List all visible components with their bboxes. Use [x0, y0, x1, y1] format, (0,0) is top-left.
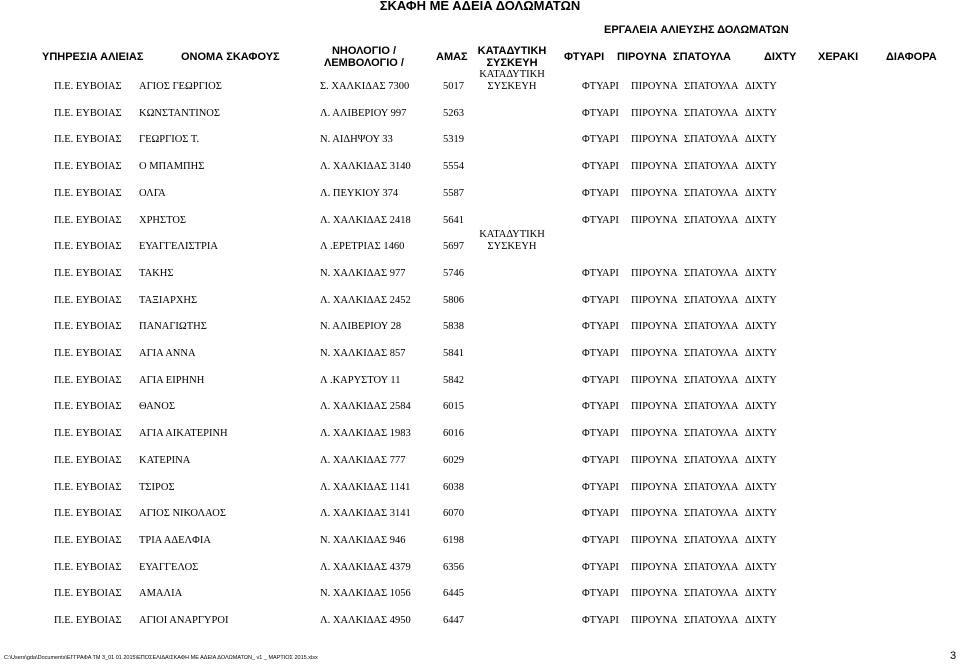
vessel-name-cell: ΑΓΙΟΣ ΝΙΚΟΛΑΟΣ — [139, 508, 226, 519]
tool-spatoula-cell: ΣΠΑΤΟΥΛΑ — [684, 268, 739, 279]
vessel-name-cell: ΑΓΙΟΙ ΑΝΑΡΓΥΡΟΙ — [139, 615, 229, 626]
tool-ftyari-cell: ΦΤΥΑΡΙ — [582, 588, 619, 599]
tool-spatoula-cell: ΣΠΑΤΟΥΛΑ — [684, 535, 739, 546]
vessel-name-cell: ΤΑΞΙΑΡΧΗΣ — [139, 295, 198, 306]
service-cell: Π.Ε. ΕΥΒΟΙΑΣ — [54, 508, 122, 519]
tool-spatoula-cell: ΣΠΑΤΟΥΛΑ — [684, 375, 739, 386]
ama-cell: 5554 — [443, 161, 464, 172]
table-row — [0, 562, 960, 574]
tool-pirouna-cell: ΠΙΡΟΥΝΑ — [631, 508, 678, 519]
service-cell: Π.Ε. ΕΥΒΟΙΑΣ — [54, 241, 122, 252]
service-cell: Π.Ε. ΕΥΒΟΙΑΣ — [54, 562, 122, 573]
registry-cell: Σ. ΧΑΛΚΙΔΑΣ 7300 — [320, 81, 410, 92]
tool-dichty-cell: ΔΙΧΤΥ — [745, 108, 777, 119]
table-row — [0, 108, 960, 120]
tool-ftyari-cell: ΦΤΥΑΡΙ — [582, 615, 619, 626]
kat-cell-line1: ΚΑΤΑΔΥΤΙΚΗ — [479, 229, 545, 240]
registry-cell: Λ. ΧΑΛΚΙΔΑΣ 2584 — [320, 401, 411, 412]
tool-dichty-cell: ΔΙΧΤΥ — [745, 535, 777, 546]
tool-pirouna-cell: ΠΙΡΟΥΝΑ — [631, 134, 678, 145]
tool-ftyari-cell: ΦΤΥΑΡΙ — [582, 482, 619, 493]
tool-spatoula-cell: ΣΠΑΤΟΥΛΑ — [684, 161, 739, 172]
tool-header-pirouna: ΠΙΡΟΥΝΑ — [617, 51, 667, 63]
tool-ftyari-cell: ΦΤΥΑΡΙ — [582, 81, 619, 92]
registry-cell: Λ. ΧΑΛΚΙΔΑΣ 3141 — [320, 508, 411, 519]
ama-cell: 6356 — [443, 562, 464, 573]
registry-cell: Ν. ΧΑΛΚΙΔΑΣ 977 — [320, 268, 406, 279]
service-cell: Π.Ε. ΕΥΒΟΙΑΣ — [54, 134, 122, 145]
tool-header-dichty: ΔΙΧΤΥ — [764, 51, 797, 63]
tool-pirouna-cell: ΠΙΡΟΥΝΑ — [631, 428, 678, 439]
registry-cell: Ν. ΧΑΛΚΙΔΑΣ 946 — [320, 535, 406, 546]
tool-spatoula-cell: ΣΠΑΤΟΥΛΑ — [684, 428, 739, 439]
registry-header-line2: ΛΕΜΒΟΛΟΓΙΟ / — [324, 57, 404, 69]
vessel-name-cell: ΘΑΝΟΣ — [139, 401, 175, 412]
kat-cell — [479, 69, 545, 93]
vessel-name-cell: ΑΓΙΟΣ ΓΕΩΡΓΙΟΣ — [139, 81, 222, 92]
service-cell: Π.Ε. ΕΥΒΟΙΑΣ — [54, 615, 122, 626]
tool-header-spatoula: ΣΠΑΤΟΥΛΑ — [673, 51, 731, 63]
tool-ftyari-cell: ΦΤΥΑΡΙ — [582, 268, 619, 279]
vessel-name-cell: ΑΓΙΑ ΑΝΝΑ — [139, 348, 196, 359]
tool-dichty-cell: ΔΙΧΤΥ — [745, 188, 777, 199]
registry-cell: Λ .ΕΡΕΤΡΙΑΣ 1460 — [320, 241, 405, 252]
registry-cell: Λ .ΚΑΡΥΣΤΟΥ 11 — [320, 375, 401, 386]
tool-dichty-cell: ΔΙΧΤΥ — [745, 81, 777, 92]
vessel-name-cell: ΚΩΝΣΤΑΝΤΙΝΟΣ — [139, 108, 221, 119]
service-cell: Π.Ε. ΕΥΒΟΙΑΣ — [54, 81, 122, 92]
tool-dichty-cell: ΔΙΧΤΥ — [745, 455, 777, 466]
tool-spatoula-cell: ΣΠΑΤΟΥΛΑ — [684, 215, 739, 226]
tool-pirouna-cell: ΠΙΡΟΥΝΑ — [631, 295, 678, 306]
tool-spatoula-cell: ΣΠΑΤΟΥΛΑ — [684, 188, 739, 199]
registry-cell: Λ. ΧΑΛΚΙΔΑΣ 1983 — [320, 428, 411, 439]
registry-header-line1: ΝΗΟΛΟΓΙΟ / — [331, 45, 397, 57]
table-row — [0, 588, 960, 600]
service-cell: Π.Ε. ΕΥΒΟΙΑΣ — [54, 455, 122, 466]
ama-cell: 6070 — [443, 508, 464, 519]
tool-spatoula-cell: ΣΠΑΤΟΥΛΑ — [684, 482, 739, 493]
tool-ftyari-cell: ΦΤΥΑΡΙ — [582, 161, 619, 172]
tool-dichty-cell: ΔΙΧΤΥ — [745, 161, 777, 172]
service-cell: Π.Ε. ΕΥΒΟΙΑΣ — [54, 188, 122, 199]
tool-dichty-cell: ΔΙΧΤΥ — [745, 268, 777, 279]
kat-header-line2: ΣΥΣΚΕΥΗ — [486, 57, 538, 69]
registry-cell: Λ. ΧΑΛΚΙΔΑΣ 2452 — [320, 295, 411, 306]
ama-cell: 5841 — [443, 348, 464, 359]
vessel-name-cell: ΑΓΙΑ ΕΙΡΗΝΗ — [139, 375, 205, 386]
vessel-name-cell: ΓΕΩΡΓΙΟΣ Τ. — [139, 134, 200, 145]
ama-column-header: ΑΜΑΣ — [436, 51, 468, 63]
table-row — [0, 161, 960, 173]
tool-pirouna-cell: ΠΙΡΟΥΝΑ — [631, 321, 678, 332]
tool-header-diafora: ΔΙΑΦΟΡΑ — [886, 51, 937, 63]
table-row — [0, 428, 960, 440]
registry-cell: Λ. ΠΕΥΚΙΟΥ 374 — [320, 188, 399, 199]
table-row — [0, 508, 960, 520]
tool-ftyari-cell: ΦΤΥΑΡΙ — [582, 562, 619, 573]
tool-ftyari-cell: ΦΤΥΑΡΙ — [582, 508, 619, 519]
ama-cell: 6445 — [443, 588, 464, 599]
tool-pirouna-cell: ΠΙΡΟΥΝΑ — [631, 401, 678, 412]
tool-spatoula-cell: ΣΠΑΤΟΥΛΑ — [684, 295, 739, 306]
ama-cell: 5746 — [443, 268, 464, 279]
table-row — [0, 615, 960, 627]
tool-pirouna-cell: ΠΙΡΟΥΝΑ — [631, 188, 678, 199]
tool-header-ftyari: ΦΤΥΑΡΙ — [564, 51, 605, 63]
registry-cell: Λ. ΑΛΙΒΕΡΙΟΥ 997 — [320, 108, 407, 119]
tool-dichty-cell: ΔΙΧΤΥ — [745, 375, 777, 386]
vessel-name-cell: ΕΥΑΓΓΕΛΟΣ — [139, 562, 199, 573]
tool-pirouna-cell: ΠΙΡΟΥΝΑ — [631, 215, 678, 226]
tool-spatoula-cell: ΣΠΑΤΟΥΛΑ — [684, 401, 739, 412]
tool-ftyari-cell: ΦΤΥΑΡΙ — [582, 321, 619, 332]
ama-cell: 6029 — [443, 455, 464, 466]
tool-pirouna-cell: ΠΙΡΟΥΝΑ — [631, 348, 678, 359]
service-cell: Π.Ε. ΕΥΒΟΙΑΣ — [54, 588, 122, 599]
tool-pirouna-cell: ΠΙΡΟΥΝΑ — [631, 161, 678, 172]
vessel-name-cell: ΤΣΙΡΟΣ — [139, 482, 175, 493]
ama-cell: 6015 — [443, 401, 464, 412]
registry-cell: Λ. ΧΑΛΚΙΔΑΣ 3140 — [320, 161, 411, 172]
registry-cell: Λ. ΧΑΛΚΙΔΑΣ 4950 — [320, 615, 411, 626]
tool-pirouna-cell: ΠΙΡΟΥΝΑ — [631, 482, 678, 493]
vessel-name-cell: ΠΑΝΑΓΙΩΤΗΣ — [139, 321, 207, 332]
kat-cell-line2: ΣΥΣΚΕΥΗ — [487, 81, 537, 92]
tool-header-cheraki: ΧΕΡΑΚΙ — [818, 51, 859, 63]
service-cell: Π.Ε. ΕΥΒΟΙΑΣ — [54, 108, 122, 119]
tool-spatoula-cell: ΣΠΑΤΟΥΛΑ — [684, 321, 739, 332]
service-cell: Π.Ε. ΕΥΒΟΙΑΣ — [54, 482, 122, 493]
ama-cell: 6016 — [443, 428, 464, 439]
tool-dichty-cell: ΔΙΧΤΥ — [745, 295, 777, 306]
tool-spatoula-cell: ΣΠΑΤΟΥΛΑ — [684, 588, 739, 599]
tool-dichty-cell: ΔΙΧΤΥ — [745, 615, 777, 626]
tool-pirouna-cell: ΠΙΡΟΥΝΑ — [631, 562, 678, 573]
registry-cell: Λ. ΧΑΛΚΙΔΑΣ 4379 — [320, 562, 411, 573]
tool-ftyari-cell: ΦΤΥΑΡΙ — [582, 215, 619, 226]
kat-header-line1: ΚΑΤΑΔΥΤΙΚΗ — [477, 45, 547, 57]
tool-spatoula-cell: ΣΠΑΤΟΥΛΑ — [684, 508, 739, 519]
table-row — [0, 268, 960, 280]
registry-cell: Ν. ΑΛΙΒΕΡΙΟΥ 28 — [320, 321, 402, 332]
ama-cell: 5838 — [443, 321, 464, 332]
tool-ftyari-cell: ΦΤΥΑΡΙ — [582, 348, 619, 359]
tool-spatoula-cell: ΣΠΑΤΟΥΛΑ — [684, 562, 739, 573]
table-row — [0, 375, 960, 387]
registry-cell: Ν. ΧΑΛΚΙΔΑΣ 1056 — [320, 588, 411, 599]
tool-pirouna-cell: ΠΙΡΟΥΝΑ — [631, 375, 678, 386]
registry-cell: Λ. ΧΑΛΚΙΔΑΣ 777 — [320, 455, 406, 466]
ama-cell: 5587 — [443, 188, 464, 199]
table-row — [0, 401, 960, 413]
tool-dichty-cell: ΔΙΧΤΥ — [745, 348, 777, 359]
vessel-name-cell: ΑΓΙΑ ΑΙΚΑΤΕΡΙΝΗ — [139, 428, 228, 439]
tool-pirouna-cell: ΠΙΡΟΥΝΑ — [631, 108, 678, 119]
registry-column-header — [306, 45, 422, 69]
tool-dichty-cell: ΔΙΧΤΥ — [745, 215, 777, 226]
tools-group-header: ΕΡΓΑΛΕΙΑ ΑΛΙΕΥΣΗΣ ΔΟΛΩΜΑΤΩΝ — [604, 24, 789, 36]
table-row — [0, 295, 960, 307]
tool-ftyari-cell: ΦΤΥΑΡΙ — [582, 134, 619, 145]
tool-ftyari-cell: ΦΤΥΑΡΙ — [582, 535, 619, 546]
ama-cell: 5263 — [443, 108, 464, 119]
tool-dichty-cell: ΔΙΧΤΥ — [745, 588, 777, 599]
file-path-footer: C:\Users\gda\Documents\ΕΓΓΡΑΦΑ ΤΜ 3_01 01 2015\ΕΠΟΣΕΛΙΔΑ\ΣΚΑΦΗ ΜΕ ΑΔΕΙΑ ΔΟΛΩΜΑΤΩΝ_ v1 _ ΜΑΡΤΙΟΣ 2015.xlsx — [4, 655, 318, 661]
tool-dichty-cell: ΔΙΧΤΥ — [745, 401, 777, 412]
service-cell: Π.Ε. ΕΥΒΟΙΑΣ — [54, 268, 122, 279]
ama-cell: 6198 — [443, 535, 464, 546]
registry-cell: Λ. ΧΑΛΚΙΔΑΣ 1141 — [320, 482, 411, 493]
kat-cell — [479, 229, 545, 253]
vessel-name-cell: ΤΑΚΗΣ — [139, 268, 174, 279]
registry-cell: Ν. ΧΑΛΚΙΔΑΣ 857 — [320, 348, 406, 359]
page-number: 3 — [950, 650, 957, 662]
tool-dichty-cell: ΔΙΧΤΥ — [745, 482, 777, 493]
service-cell: Π.Ε. ΕΥΒΟΙΑΣ — [54, 348, 122, 359]
tool-dichty-cell: ΔΙΧΤΥ — [745, 508, 777, 519]
tool-spatoula-cell: ΣΠΑΤΟΥΛΑ — [684, 455, 739, 466]
vessel-name-cell: ΕΥΑΓΓΕΛΙΣΤΡΙΑ — [139, 241, 218, 252]
table-row — [0, 215, 960, 227]
tool-ftyari-cell: ΦΤΥΑΡΙ — [582, 428, 619, 439]
tool-pirouna-cell: ΠΙΡΟΥΝΑ — [631, 455, 678, 466]
tool-dichty-cell: ΔΙΧΤΥ — [745, 321, 777, 332]
tool-spatoula-cell: ΣΠΑΤΟΥΛΑ — [684, 348, 739, 359]
service-cell: Π.Ε. ΕΥΒΟΙΑΣ — [54, 428, 122, 439]
tool-ftyari-cell: ΦΤΥΑΡΙ — [582, 455, 619, 466]
ama-cell: 6447 — [443, 615, 464, 626]
page-title: ΣΚΑΦΗ ΜΕ ΑΔΕΙΑ ΔΟΛΩΜΑΤΩΝ — [379, 0, 581, 13]
ama-cell: 5017 — [443, 81, 464, 92]
table-row — [0, 455, 960, 467]
tool-spatoula-cell: ΣΠΑΤΟΥΛΑ — [684, 81, 739, 92]
ama-cell: 5319 — [443, 134, 464, 145]
ama-cell: 5641 — [443, 215, 464, 226]
kat-column-header — [475, 45, 549, 69]
ama-cell: 5697 — [443, 241, 464, 252]
tool-dichty-cell: ΔΙΧΤΥ — [745, 428, 777, 439]
kat-cell-line2: ΣΥΣΚΕΥΗ — [487, 241, 537, 252]
tool-ftyari-cell: ΦΤΥΑΡΙ — [582, 188, 619, 199]
vessel-name-cell: ΟΛΓΑ — [139, 188, 166, 199]
service-cell: Π.Ε. ΕΥΒΟΙΑΣ — [54, 401, 122, 412]
service-cell: Π.Ε. ΕΥΒΟΙΑΣ — [54, 375, 122, 386]
registry-cell: Λ. ΧΑΛΚΙΔΑΣ 2418 — [320, 215, 411, 226]
tool-pirouna-cell: ΠΙΡΟΥΝΑ — [631, 615, 678, 626]
vessel-name-cell: ΧΡΗΣΤΟΣ — [139, 215, 187, 226]
service-column-header: ΥΠΗΡΕΣΙΑ ΑΛΙΕΙΑΣ — [42, 51, 144, 63]
tool-dichty-cell: ΔΙΧΤΥ — [745, 562, 777, 573]
tool-ftyari-cell: ΦΤΥΑΡΙ — [582, 375, 619, 386]
tool-spatoula-cell: ΣΠΑΤΟΥΛΑ — [684, 108, 739, 119]
tool-pirouna-cell: ΠΙΡΟΥΝΑ — [631, 268, 678, 279]
ama-cell: 6038 — [443, 482, 464, 493]
tool-pirouna-cell: ΠΙΡΟΥΝΑ — [631, 81, 678, 92]
vessel-name-cell: Ο ΜΠΑΜΠΗΣ — [139, 161, 205, 172]
table-row — [0, 348, 960, 360]
service-cell: Π.Ε. ΕΥΒΟΙΑΣ — [54, 161, 122, 172]
tool-ftyari-cell: ΦΤΥΑΡΙ — [582, 401, 619, 412]
vessel-name-column-header: ΟΝΟΜΑ ΣΚΑΦΟΥΣ — [181, 51, 280, 63]
tool-pirouna-cell: ΠΙΡΟΥΝΑ — [631, 588, 678, 599]
table-row — [0, 321, 960, 333]
tool-spatoula-cell: ΣΠΑΤΟΥΛΑ — [684, 615, 739, 626]
tool-pirouna-cell: ΠΙΡΟΥΝΑ — [631, 535, 678, 546]
service-cell: Π.Ε. ΕΥΒΟΙΑΣ — [54, 535, 122, 546]
vessel-name-cell: ΚΑΤΕΡΙΝΑ — [139, 455, 191, 466]
tool-ftyari-cell: ΦΤΥΑΡΙ — [582, 295, 619, 306]
table-row — [0, 134, 960, 146]
service-cell: Π.Ε. ΕΥΒΟΙΑΣ — [54, 295, 122, 306]
table-row — [0, 188, 960, 200]
ama-cell: 5806 — [443, 295, 464, 306]
service-cell: Π.Ε. ΕΥΒΟΙΑΣ — [54, 321, 122, 332]
service-cell: Π.Ε. ΕΥΒΟΙΑΣ — [54, 215, 122, 226]
tool-spatoula-cell: ΣΠΑΤΟΥΛΑ — [684, 134, 739, 145]
vessel-name-cell: ΤΡΙΑ ΑΔΕΛΦΙΑ — [139, 535, 211, 546]
ama-cell: 5842 — [443, 375, 464, 386]
registry-cell: Ν. ΑΙΔΗΨΟΥ 33 — [320, 134, 393, 145]
vessel-name-cell: ΑΜΑΛΙΑ — [139, 588, 183, 599]
table-row — [0, 535, 960, 547]
table-row — [0, 482, 960, 494]
tool-ftyari-cell: ΦΤΥΑΡΙ — [582, 108, 619, 119]
kat-cell-line1: ΚΑΤΑΔΥΤΙΚΗ — [479, 69, 545, 80]
tool-dichty-cell: ΔΙΧΤΥ — [745, 134, 777, 145]
